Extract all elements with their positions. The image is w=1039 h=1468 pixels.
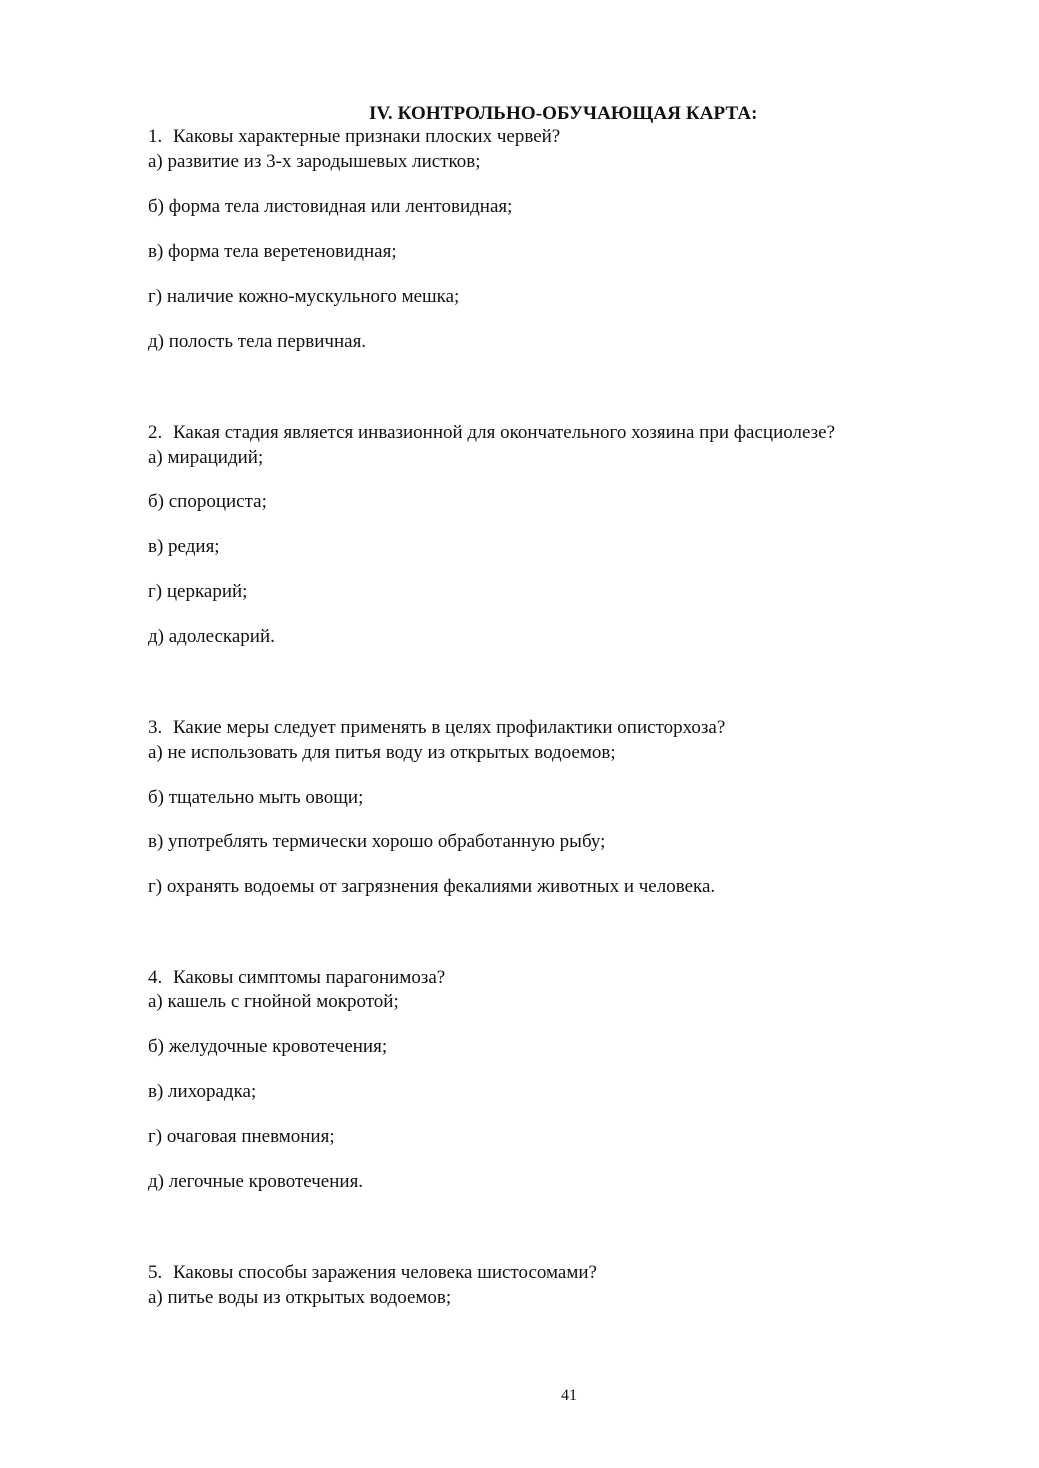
answer-option: в) форма тела веретеновидная; <box>148 241 397 262</box>
page-title: IV. КОНТРОЛЬНО-ОБУЧАЮЩАЯ КАРТА: <box>369 103 758 124</box>
answer-option: а) развитие из 3-х зародышевых листков; <box>148 151 481 172</box>
question-number: 3. <box>148 717 163 738</box>
answer-option: а) кашель с гнойной мокротой; <box>148 991 399 1012</box>
answer-option: в) редия; <box>148 536 220 557</box>
page-number: 41 <box>561 1387 577 1404</box>
answer-option: г) охранять водоемы от загрязнения фекалиями животных и человека. <box>148 876 716 897</box>
question-2 <box>148 421 835 445</box>
answer-option: д) легочные кровотечения. <box>148 1171 364 1192</box>
answer-option: а) мирацидий; <box>148 447 264 468</box>
question-5 <box>148 1261 597 1285</box>
question-text: Каковы характерные признаки плоских червей? <box>173 126 561 147</box>
answer-option: д) полость тела первичная. <box>148 331 367 352</box>
answer-option: б) форма тела листовидная или лентовидная; <box>148 196 513 217</box>
answer-option: в) лихорадка; <box>148 1081 257 1102</box>
answer-option: д) адолескарий. <box>148 626 275 647</box>
question-3 <box>148 716 725 740</box>
answer-option: б) желудочные кровотечения; <box>148 1036 388 1057</box>
answer-option: б) спороциста; <box>148 491 267 512</box>
question-number: 4. <box>148 967 163 988</box>
question-1 <box>148 125 560 149</box>
question-text: Какая стадия является инвазионной для окончательного хозяина при фасциолезе? <box>173 422 836 443</box>
question-number: 1. <box>148 126 163 147</box>
question-text: Каковы симптомы парагонимоза? <box>173 967 446 988</box>
question-number: 5. <box>148 1262 163 1283</box>
answer-option: а) не использовать для питья воду из открытых водоемов; <box>148 742 616 763</box>
question-text: Какие меры следует применять в целях профилактики описторхоза? <box>173 717 726 738</box>
answer-option: г) церкарий; <box>148 581 248 602</box>
answer-option: в) употреблять термически хорошо обработанную рыбу; <box>148 831 606 852</box>
question-text: Каковы способы заражения человека шистосомами? <box>173 1262 597 1283</box>
answer-option: б) тщательно мыть овощи; <box>148 787 364 808</box>
question-number: 2. <box>148 422 163 443</box>
answer-option: г) наличие кожно-мускульного мешка; <box>148 286 460 307</box>
question-4 <box>148 966 445 990</box>
answer-option: г) очаговая пневмония; <box>148 1126 335 1147</box>
answer-option: а) питье воды из открытых водоемов; <box>148 1287 452 1308</box>
